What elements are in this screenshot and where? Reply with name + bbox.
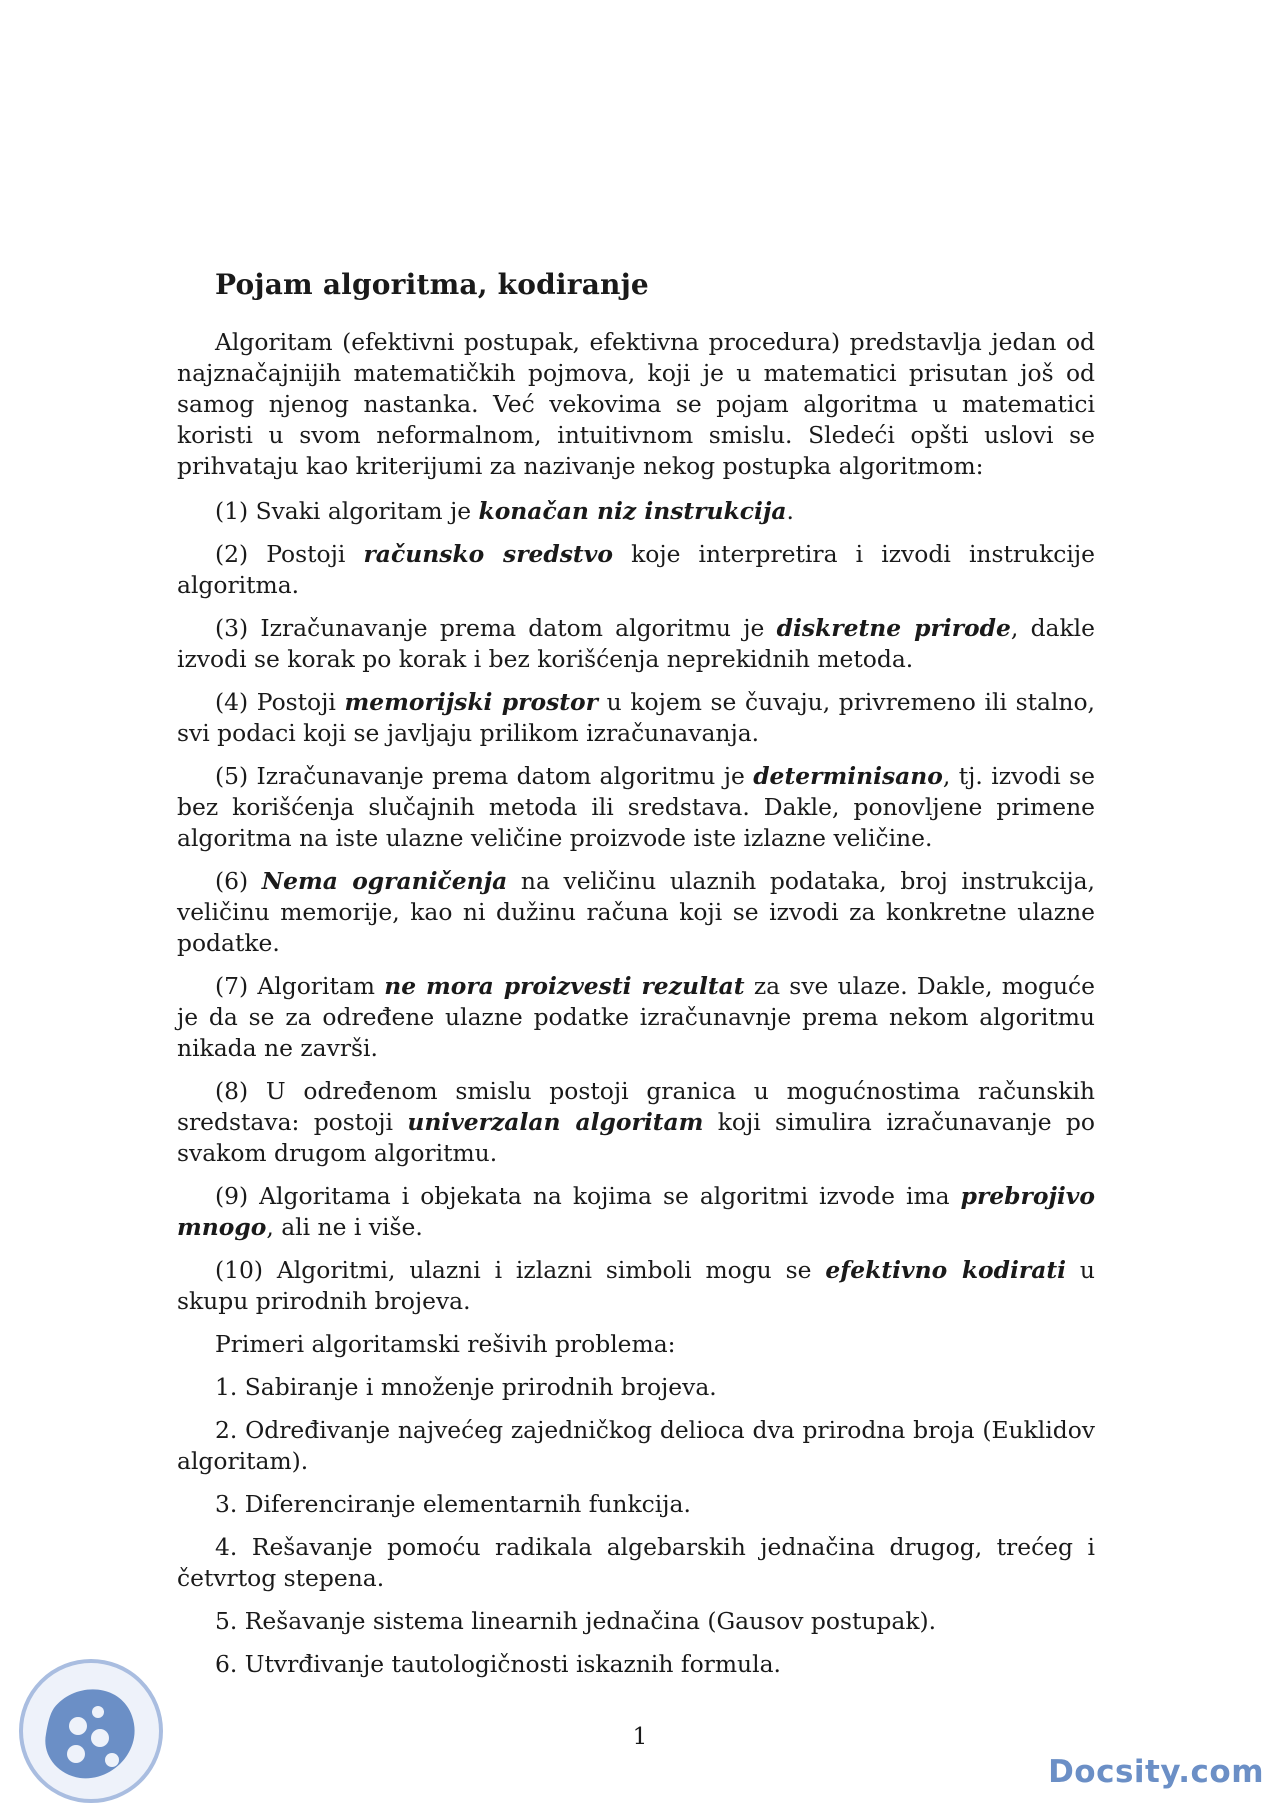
examples-heading: Primeri algoritamski rešivih problema: [215,1330,676,1358]
condition-item: (1) Svaki algoritam je konačan niz instrukcija. [215,497,794,525]
condition-item: (9) Algoritama i objekata na kojima se algoritmi izvode ima prebrojivo mnogo, ali ne i više. [177,1182,1095,1241]
condition-item: (5) Izračunavanje prema datom algoritmu je determinisano, tj. izvodi se bez korišćenja slučajnih metoda ili sredstava. Dakle, ponovljene primene algoritma na iste ulazne veličine proizvode iste izlazne veličine. [177,762,1095,852]
page-title: Pojam algoritma, kodiranje [215,268,649,301]
example-item: 5. Rešavanje sistema linearnih jednačina (Gausov postupak). [215,1607,937,1635]
condition-item: (7) Algoritam ne mora proizvesti rezultat za sve ulaze. Dakle, moguće je da se za određene ulazne podatke izračunavnje prema nekom algoritmu nikada ne završi. [177,972,1095,1062]
condition-item: (2) Postoji računsko sredstvo koje interpretira i izvodi instrukcije algoritma. [177,540,1095,599]
docsity-logo-icon [16,1656,166,1806]
document-body [177,268,1095,1692]
example-item: 4. Rešavanje pomoću radikala algebarskih jednačina drugog, trećeg i četvrtog stepena. [177,1533,1095,1592]
page-number: 1 [632,1724,648,1750]
condition-item: (8) U određenom smislu postoji granica u mogućnostima računskih sredstava: postoji univerzalan algoritam koji simulira izračunavanje po svakom drugom algoritmu. [177,1077,1095,1167]
intro-paragraph: Algoritam (efektivni postupak, efektivna procedura) predstavlja jedan od najznačajnijih matematičkih pojmova, koji je u matematici prisutan još od samog njenog nastanka. Već vekovima se pojam algoritma u matematici koristi u svom neformalnom, intuitivnom smislu. Sledeći opšti uslovi se prihvataju kao kriterijumi za nazivanje nekog postupka algoritmom: [177,328,1095,480]
condition-item: (6) Nema ograničenja na veličinu ulaznih podataka, broj instrukcija, veličinu memorije, kao ni dužinu računa koji se izvodi za konkretne ulazne podatke. [177,867,1095,957]
example-item: 1. Sabiranje i množenje prirodnih brojeva. [215,1373,717,1401]
examples-list [177,1372,1095,1680]
example-item: 3. Diferenciranje elementarnih funkcija. [215,1490,691,1518]
condition-item: (10) Algoritmi, ulazni i izlazni simboli mogu se efektivno kodirati u skupu prirodnih brojeva. [177,1256,1095,1315]
condition-item: (3) Izračunavanje prema datom algoritmu je diskretne prirode, dakle izvodi se korak po korak i bez korišćenja neprekidnih metoda. [177,614,1095,673]
example-item: 6. Utvrđivanje tautologičnosti iskaznih formula. [215,1650,781,1678]
condition-item: (4) Postoji memorijski prostor u kojem se čuvaju, privremeno ili stalno, svi podaci koji se javljaju prilikom izračunavanja. [177,688,1095,747]
example-item: 2. Određivanje najvećeg zajedničkog delioca dva prirodna broja (Euklidov algoritam). [177,1416,1095,1475]
conditions-list [177,496,1095,1317]
watermark-brand-text[interactable]: Docsity.com [1048,1754,1264,1790]
